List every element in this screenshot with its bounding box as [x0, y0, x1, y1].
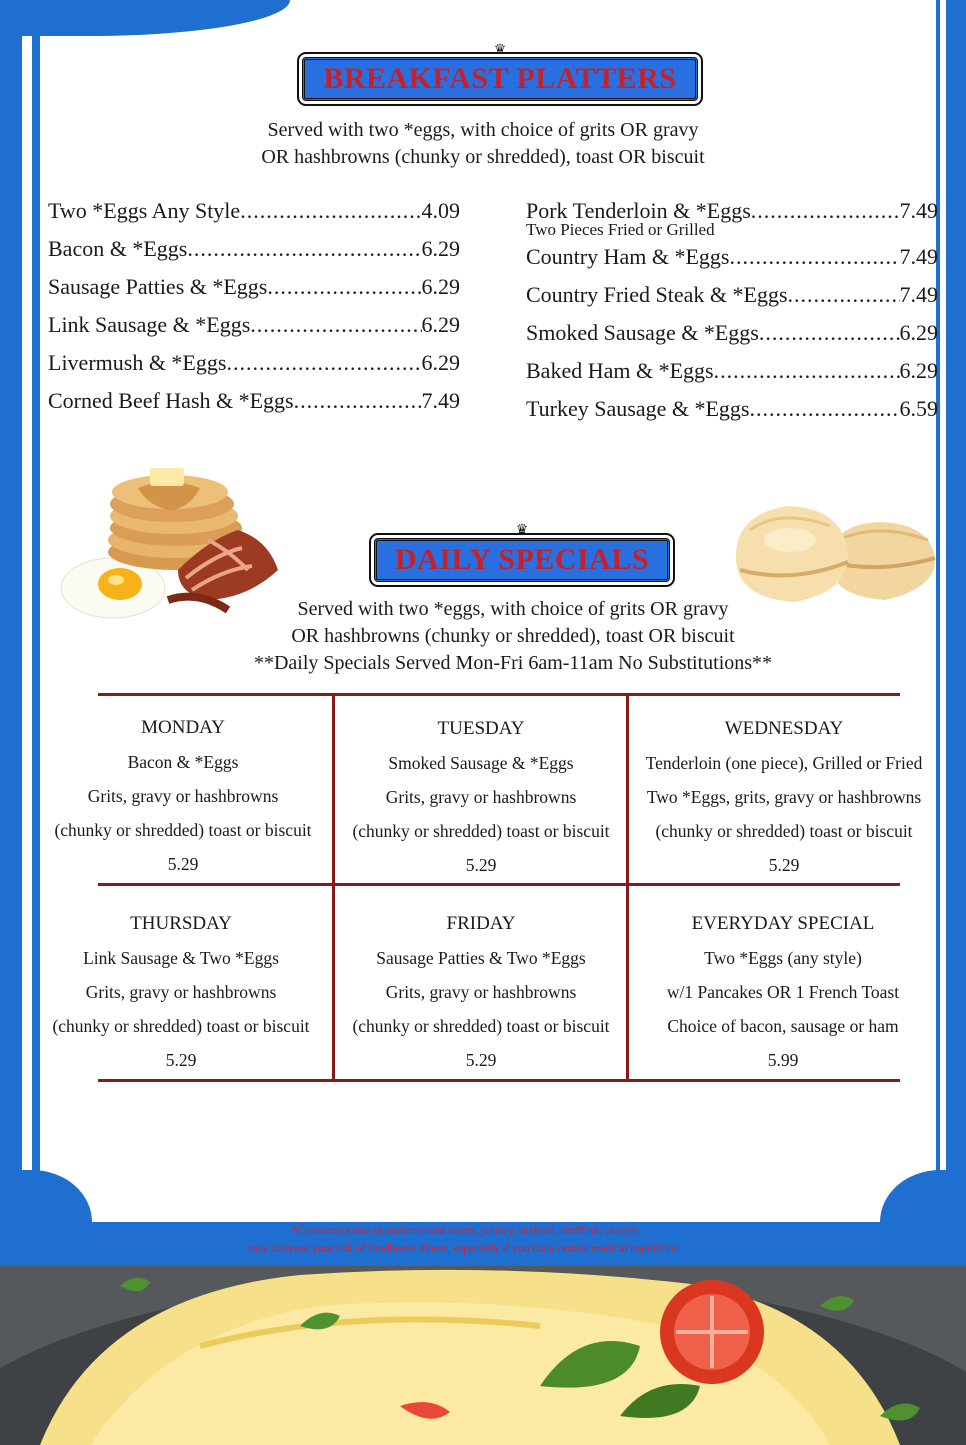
- breakfast-platters-title: BREAKFAST PLATTERS: [323, 62, 677, 95]
- menu-item-name: Country Ham & *Eggs: [526, 244, 730, 269]
- special-line: (chunky or shredded) toast or biscuit: [352, 1016, 610, 1036]
- menu-item-price: 7.49: [421, 388, 460, 413]
- menu-item-name: Two *Eggs Any Style: [48, 198, 241, 223]
- menu-item-price: 6.29: [421, 236, 460, 261]
- menu-item-name: Baked Ham & *Eggs: [526, 358, 714, 383]
- menu-item: [526, 244, 938, 282]
- special-day: FRIDAY: [446, 913, 516, 934]
- daily-specials-banner: [350, 523, 694, 588]
- table-rule: [98, 1079, 900, 1082]
- leader-dots: [267, 274, 421, 300]
- food-safety-disclaimer: [0, 1222, 930, 1258]
- menu-item: [526, 358, 938, 396]
- special-line: (chunky or shredded) toast or biscuit: [52, 1016, 310, 1036]
- special-line: Grits, gravy or hashbrowns: [385, 982, 577, 1002]
- special-line: Sausage Patties & Two *Eggs: [376, 948, 586, 968]
- frame-stripe-right: [940, 0, 946, 1180]
- menu-item-price: 6.29: [421, 312, 460, 337]
- menu-item-name: Link Sausage & *Eggs: [48, 312, 251, 337]
- special-line: Grits, gravy or hashbrowns: [87, 786, 279, 806]
- leader-dots: [240, 198, 421, 224]
- special-line: Tenderloin (one piece), Grilled or Fried: [645, 753, 923, 773]
- leader-dots: [187, 236, 421, 262]
- banner-plate: [302, 57, 697, 101]
- platters-subtitle: [0, 117, 966, 171]
- menu-item: [48, 312, 460, 350]
- disclaimer-line2: may increase your risk of foodborne illness, especially if you have certain medical conditions.: [248, 1243, 682, 1255]
- menu-item-name: Smoked Sausage & *Eggs: [526, 320, 759, 345]
- menu-item: [48, 236, 460, 274]
- leader-dots: [250, 312, 421, 338]
- specials-subtitle: [30, 596, 966, 677]
- menu-item-note: Two Pieces Fried or Grilled: [526, 220, 715, 239]
- menu-item-name: Turkey Sausage & *Eggs: [526, 396, 750, 421]
- special-line: Bacon & *Eggs: [127, 752, 239, 772]
- specials-subtitle-line3: **Daily Specials Served Mon-Fri 6am-11am No Substitutions**: [253, 652, 773, 674]
- special-day: EVERYDAY SPECIAL: [691, 913, 875, 934]
- crown-ornament-icon: ♛: [493, 43, 507, 58]
- special-line: Smoked Sausage & *Eggs: [388, 753, 574, 773]
- menu-item-price: 6.29: [421, 274, 460, 299]
- menu-item-name: Pork Tenderloin & *Eggs: [526, 198, 751, 223]
- menu-item-name: Livermush & *Eggs: [48, 350, 227, 375]
- menu-item-name: Corned Beef Hash & *Eggs: [48, 388, 294, 413]
- special-line: (chunky or shredded) toast or biscuit: [352, 821, 610, 841]
- special-line: Choice of bacon, sausage or ham: [667, 1016, 899, 1036]
- leader-dots: [751, 198, 900, 224]
- menu-item-price: 6.29: [899, 320, 938, 345]
- table-divider: [626, 693, 629, 1082]
- platters-right-column: [526, 198, 938, 434]
- special-price: 5.29: [165, 1050, 197, 1070]
- special-price: 5.29: [465, 1050, 497, 1070]
- leader-dots: [759, 320, 900, 346]
- menu-item: [48, 350, 460, 388]
- menu-item-name: Country Fried Steak & *Eggs: [526, 282, 788, 307]
- special-day: THURSDAY: [130, 913, 232, 934]
- special-day: TUESDAY: [437, 718, 525, 739]
- crown-ornament-icon: ♛: [515, 523, 529, 538]
- menu-item: [48, 388, 460, 426]
- menu-item: [526, 320, 938, 358]
- leader-dots: [294, 388, 422, 414]
- menu-item-price: 4.09: [421, 198, 460, 223]
- special-tuesday: [336, 712, 626, 882]
- menu-item: [48, 274, 460, 312]
- special-everyday: [630, 907, 936, 1077]
- platters-subtitle-line1: Served with two *eggs, with choice of grits OR gravy: [267, 119, 699, 141]
- frame-left: [0, 0, 22, 1265]
- special-price: 5.29: [465, 855, 497, 875]
- special-line: Link Sausage & Two *Eggs: [83, 948, 279, 968]
- special-monday: [38, 711, 328, 881]
- special-line: Grits, gravy or hashbrowns: [85, 982, 277, 1002]
- biscuits-image: [730, 500, 940, 610]
- special-friday: [336, 907, 626, 1077]
- leader-dots: [226, 350, 421, 376]
- leader-dots: [749, 396, 899, 422]
- special-line: Two *Eggs, grits, gravy or hashbrowns: [646, 787, 922, 807]
- special-price: 5.29: [768, 855, 800, 875]
- leader-dots: [714, 358, 900, 384]
- special-line: (chunky or shredded) toast or biscuit: [54, 820, 312, 840]
- menu-item-price: 6.29: [899, 358, 938, 383]
- banner-plate: [374, 538, 670, 582]
- table-rule: [98, 693, 900, 696]
- menu-item: [48, 198, 460, 236]
- omelette-photo: [0, 1266, 966, 1445]
- table-divider: [332, 693, 335, 1082]
- menu-item-name: Bacon & *Eggs: [48, 236, 188, 261]
- menu-item-price: 6.59: [899, 396, 938, 421]
- platters-subtitle-line2: OR hashbrowns (chunky or shredded), toast OR biscuit: [261, 146, 705, 168]
- special-line: w/1 Pancakes OR 1 French Toast: [666, 982, 900, 1002]
- special-thursday: [36, 907, 326, 1077]
- table-rule: [98, 883, 900, 886]
- special-line: Two *Eggs (any style): [704, 948, 862, 968]
- special-day: WEDNESDAY: [724, 718, 844, 739]
- menu-item-price: 7.49: [899, 244, 938, 269]
- menu-item: [526, 396, 938, 434]
- breakfast-platters-banner: [290, 43, 710, 106]
- leader-dots: [788, 282, 900, 308]
- leader-dots: [730, 244, 900, 270]
- menu-item-price: 6.29: [421, 350, 460, 375]
- special-line: Grits, gravy or hashbrowns: [385, 787, 577, 807]
- menu-item-price: 7.49: [899, 198, 938, 223]
- special-price: 5.29: [167, 854, 199, 874]
- menu-item-name: Sausage Patties & *Eggs: [48, 274, 268, 299]
- menu-item-price: 7.49: [899, 282, 938, 307]
- special-price: 5.99: [767, 1050, 799, 1070]
- platters-left-column: [48, 198, 460, 426]
- special-wednesday: [630, 712, 938, 882]
- special-line: (chunky or shredded) toast or biscuit: [655, 821, 913, 841]
- daily-specials-title: DAILY SPECIALS: [394, 543, 650, 576]
- disclaimer-line1: *Consuming raw or undercooked meats, poultry, seafood, shellfish, or eggs: [291, 1225, 639, 1237]
- menu-item: [526, 282, 938, 320]
- specials-subtitle-line2: OR hashbrowns (chunky or shredded), toast OR biscuit: [291, 625, 735, 647]
- specials-subtitle-line1: Served with two *eggs, with choice of grits OR gravy: [297, 598, 729, 620]
- special-day: MONDAY: [141, 717, 225, 738]
